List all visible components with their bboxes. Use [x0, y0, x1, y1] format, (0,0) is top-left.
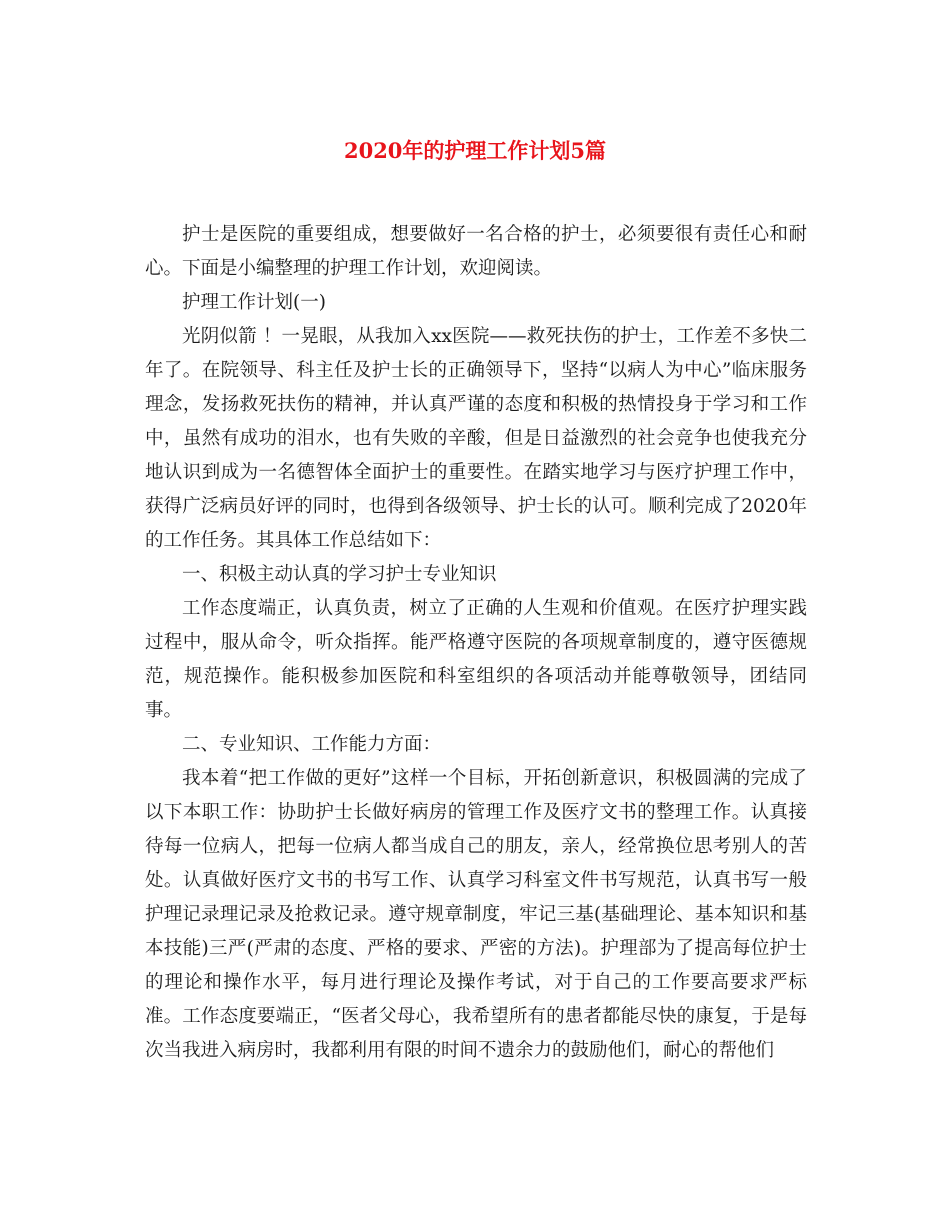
paragraph-attitude: 工作态度端正，认真负责，树立了正确的人生观和价值观。在医疗护理实践过程中，服从命令，听众指挥。能严格遵守医院的各项规章制度的，遵守医德规范，规范操作。能积极参加医院和科室组织的各项活动并能尊敬领导，团结同事。	[145, 598, 807, 721]
document-body	[145, 218, 807, 1068]
paragraph-work-ability: 我本着“把工作做的更好”这样一个目标，开拓创新意识，积极圆满的完成了以下本职工作：协助护士长做好病房的管理工作及医疗文书的整理工作。认真接待每一位病人，把每一位病人都当成自己的朋友，亲人，经常换位思考别人的苦处。认真做好医疗文书的书写工作、认真学习科室文件书写规范，认真书写一般护理记录理记录及抢救记录。遵守规章制度，牢记三基(基础理论、基本知识和基本技能)三严(严肃的态度、严格的要求、严密的方法)。护理部为了提高每位护士的理论和操作水平，每月进行理论及操作考试，对于自己的工作要高要求严标准。工作态度要端正，“医者父母心，我希望所有的患者都能尽快的康复，于是每次当我进入病房时，我都利用有限的时间不遗余力的鼓励他们，耐心的帮他们	[145, 768, 807, 1061]
section-heading-1: 一、积极主动认真的学习护士专业知识	[182, 564, 497, 585]
section-heading-plan-1: 护理工作计划(一)	[182, 292, 326, 313]
paragraph-intro: 护士是医院的重要组成，想要做好一名合格的护士，必须要很有责任心和耐心。下面是小编整理的护理工作计划，欢迎阅读。	[145, 224, 807, 279]
paragraph-plan-1-summary: 光阴似箭 ！一晃眼，从我加入xx医院——救死扶伤的护士，工作差不多快二年了。在院领导、科主任及护士长的正确领导下，坚持“以病人为中心”临床服务理念，发扬救死扶伤的精神，并认真严谨的态度和积极的热情投身于学习和工作中，虽然有成功的泪水，也有失败的辛酸，但是日益激烈的社会竞争也使我充分地认识到成为一名德智体全面护士的重要性。在踏实地学习与医疗护理工作中，获得广泛病员好评的同时，也得到各级领导、护士长的认可。顺利完成了2020年的工作任务。其具体工作总结如下：	[145, 326, 807, 551]
section-heading-2: 二、专业知识、工作能力方面：	[182, 734, 442, 755]
document-title: 2020年的护理工作计划5篇	[343, 138, 607, 163]
